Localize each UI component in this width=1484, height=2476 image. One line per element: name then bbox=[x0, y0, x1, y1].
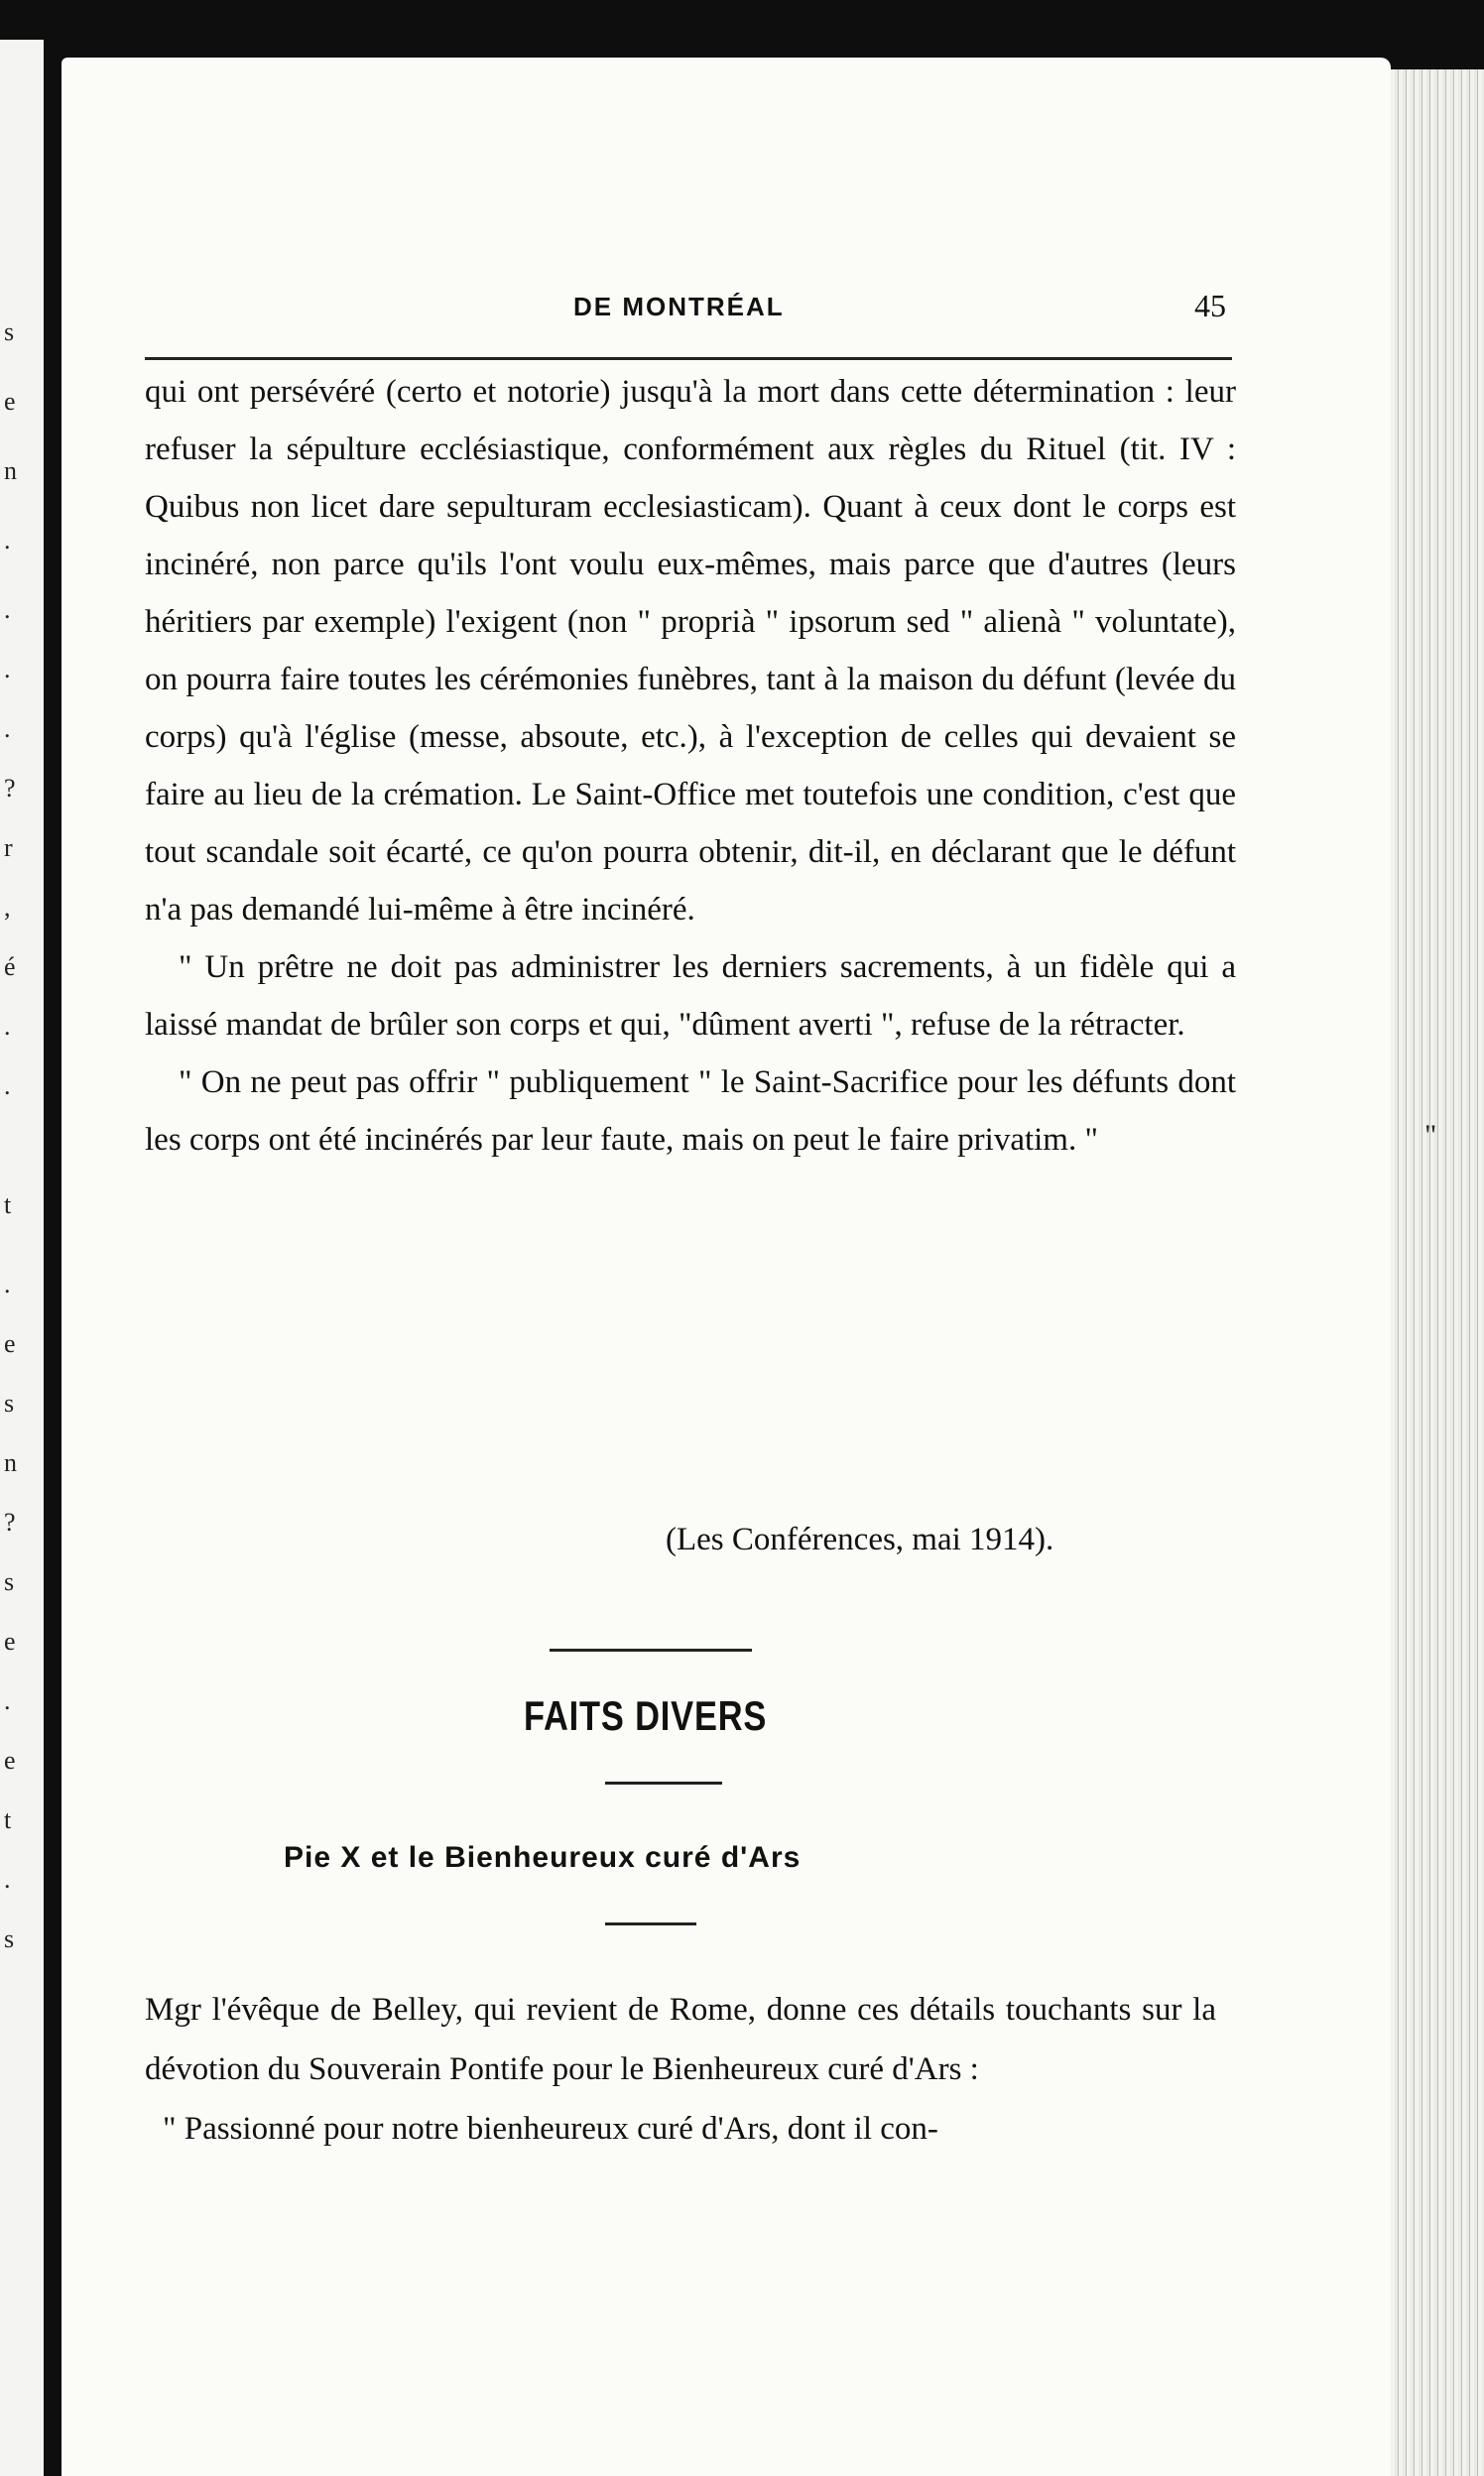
adjacent-page-letter: . bbox=[4, 714, 11, 743]
subsection-title: Pie X et le Bienheureux curé d'Ars bbox=[284, 1841, 802, 1874]
page-block-edges bbox=[1379, 69, 1484, 2476]
adjacent-page-letter: e bbox=[4, 1746, 16, 1775]
running-head bbox=[145, 115, 1236, 323]
adjacent-page-letter: s bbox=[4, 317, 15, 346]
source-citation: (Les Conférences, mai 1914). bbox=[666, 1522, 1054, 1557]
section-separator bbox=[550, 1649, 752, 1652]
adjacent-page-letter: , bbox=[4, 893, 11, 922]
adjacent-page-letter: . bbox=[4, 526, 11, 555]
book-page bbox=[62, 58, 1391, 2476]
adjacent-page-letter: s bbox=[4, 1389, 15, 1418]
adjacent-page-letter: . bbox=[4, 1686, 11, 1715]
adjacent-page-letter: t bbox=[4, 1805, 12, 1834]
paragraph: " Passionné pour notre bienheureux curé d'Ars, dont il con- bbox=[163, 2111, 938, 2147]
header-rule bbox=[145, 357, 1232, 360]
adjacent-page-letter: . bbox=[4, 1865, 11, 1894]
body-text bbox=[145, 363, 1236, 1169]
adjacent-page-letter: . bbox=[4, 1012, 11, 1041]
adjacent-page-letter: ? bbox=[4, 774, 16, 803]
adjacent-page-letter: . bbox=[4, 1071, 11, 1100]
paragraph: " Un prêtre ne doit pas administrer les derniers sacrements, à un fidèle qui a laissé mandat de brûler son corps et qui, "dûment averti ", refuse de la rétracter. bbox=[145, 949, 1236, 1043]
adjacent-page-letter: r bbox=[4, 833, 13, 862]
adjacent-page-edge bbox=[0, 40, 44, 2476]
adjacent-page-letter: . bbox=[4, 655, 11, 683]
adjacent-page-letter: e bbox=[4, 387, 16, 416]
margin-mark: " bbox=[1424, 1119, 1437, 1152]
adjacent-page-letter: é bbox=[4, 952, 16, 981]
title-rule bbox=[605, 1782, 722, 1785]
running-head-title: DE MONTRÉAL bbox=[573, 292, 785, 321]
adjacent-page-letter: . bbox=[4, 595, 11, 624]
paragraph: " On ne peut pas offrir " publiquement " le Saint-Sacrifice pour les défunts dont les corps ont été incinérés par leur faute, mais on peut le faire privatim. " bbox=[145, 1064, 1236, 1158]
adjacent-page-letter: e bbox=[4, 1329, 16, 1358]
adjacent-page-letter: t bbox=[4, 1190, 12, 1219]
adjacent-page-letter: s bbox=[4, 1567, 15, 1596]
page-number: 45 bbox=[1194, 288, 1226, 323]
adjacent-page-letter: n bbox=[4, 456, 17, 485]
adjacent-page-letter: e bbox=[4, 1627, 16, 1656]
paragraph: Mgr l'évêque de Belley, qui revient de Rome, donne ces détails touchants sur la dévotion du Souverain Pontife pour le Bienheureux curé d'Ars : bbox=[145, 1992, 1216, 2087]
adjacent-page-letter: s bbox=[4, 1924, 15, 1953]
adjacent-page-letter: . bbox=[4, 1270, 11, 1299]
adjacent-page-letter: ? bbox=[4, 1508, 16, 1537]
body-text-2 bbox=[145, 1980, 1216, 2159]
section-title: FAITS DIVERS bbox=[524, 1692, 768, 1739]
subtitle-rule bbox=[605, 1922, 696, 1925]
paragraph: qui ont persévéré (certo et notorie) jusqu'à la mort dans cette détermination : leur refuser la sépulture ecclésiastique, conformément aux règles du Rituel (tit. IV : Quibus non licet dare sepulturam ecclesiasticam). Quant à ceux dont le corps est incinéré, non parce qu'ils l'ont voulu eux-mêmes, mais parce que d'autres (leurs héritiers par exemple) l'exigent (non " proprià " ipsorum sed " alienà " voluntate), on pourra faire toutes les cérémonies funèbres, tant à la maison du défunt (levée du corps) qu'à l'église (messe, absoute, etc.), à l'exception de celles qui devaient se faire au lieu de la crémation. Le Saint-Office met toutefois une condition, c'est que tout scandale soit écarté, ce qu'on pourra obtenir, dit-il, en déclarant que le défunt n'a pas demandé lui-même à être incinéré. bbox=[145, 374, 1236, 928]
adjacent-page-letter: n bbox=[4, 1448, 17, 1477]
